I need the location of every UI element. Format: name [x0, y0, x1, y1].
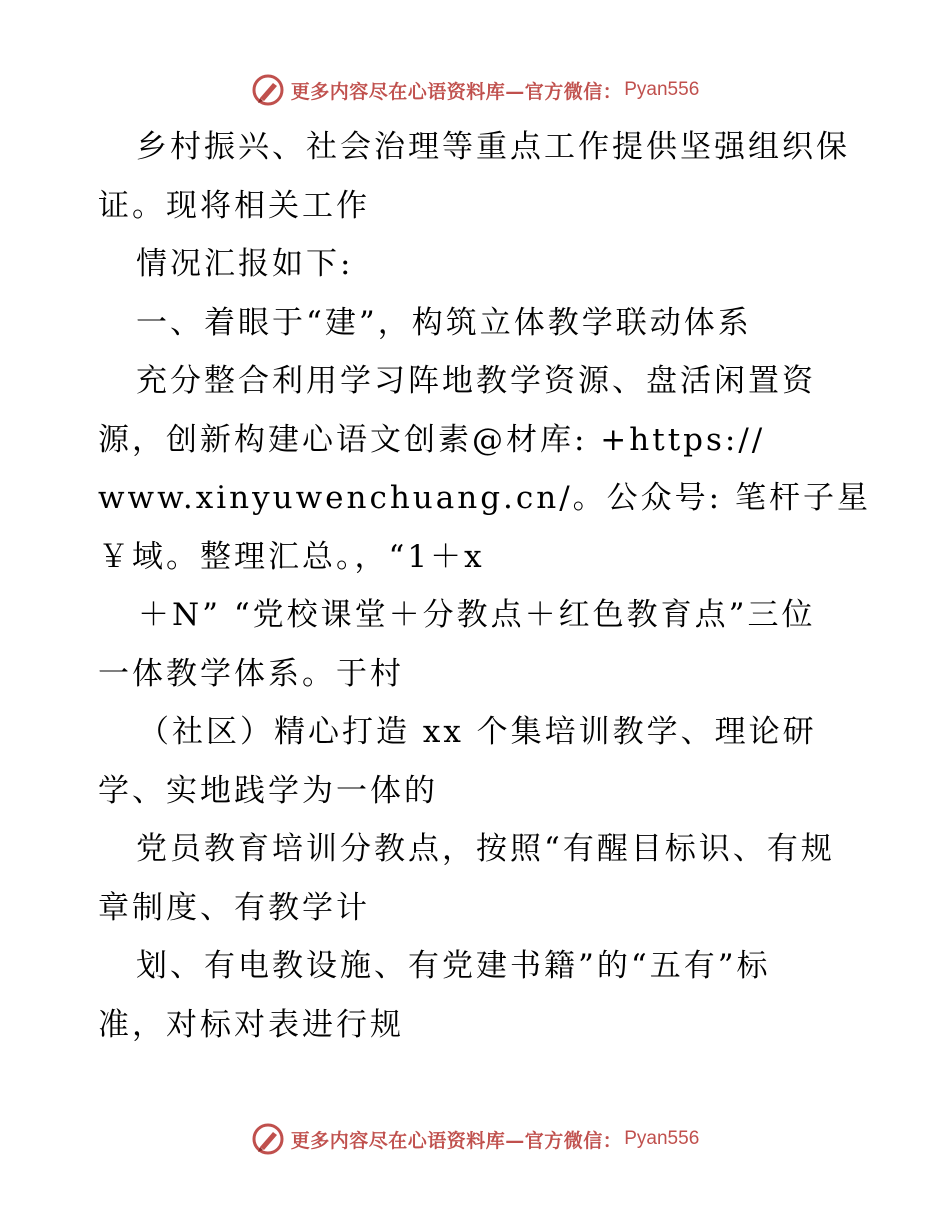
text-line: 情况汇报如下: [136, 246, 354, 282]
header-text: 更多内容尽在心语资料库—官方微信： [290, 80, 623, 103]
text-line: 章制度、有教学计 [98, 889, 370, 926]
text-line: 党员教育培训分教点，按照“有醒目标识、有规 [136, 831, 835, 867]
pen-seal-icon [251, 1122, 285, 1156]
header-account: Pyan556 [624, 79, 700, 100]
document-body [98, 118, 871, 1054]
text-line: www.xinyuwenchuang.cn/。公众号: 笔杆子星 [98, 480, 871, 516]
text-line: 划、有电教设施、有党建书籍”的“五有”标 [136, 948, 771, 984]
text-line: （社区）精心打造 xx 个集培训教学、理论研 [138, 714, 817, 750]
text-line: ￥域。整理汇总。，“1＋x [98, 538, 485, 575]
footer-text: 更多内容尽在心语资料库—官方微信： [290, 1129, 623, 1152]
text-line: 一体教学体系。于村 [98, 655, 404, 692]
text-line: 源，创新构建心语文创素@材库: +https:// [98, 421, 766, 458]
text-line: 准，对标对表进行规 [98, 1006, 404, 1043]
section-heading: 一、着眼于“建”，构筑立体教学联动体系 [136, 304, 752, 341]
text-line: ＋N” “党校课堂＋分教点＋红色教育点”三位 [138, 597, 816, 633]
footer-banner [0, 1119, 950, 1159]
text-line: 充分整合利用学习阵地教学资源、盘活闲置资 [136, 363, 816, 399]
footer-account: Pyan556 [624, 1128, 700, 1149]
text-line: 证。现将相关工作 [98, 187, 370, 224]
text-line: 学、实地践学为一体的 [98, 772, 438, 809]
pen-seal-icon [251, 73, 285, 107]
text-line: 乡村振兴、社会治理等重点工作提供坚强组织保 [136, 129, 850, 165]
header-banner [0, 70, 950, 110]
